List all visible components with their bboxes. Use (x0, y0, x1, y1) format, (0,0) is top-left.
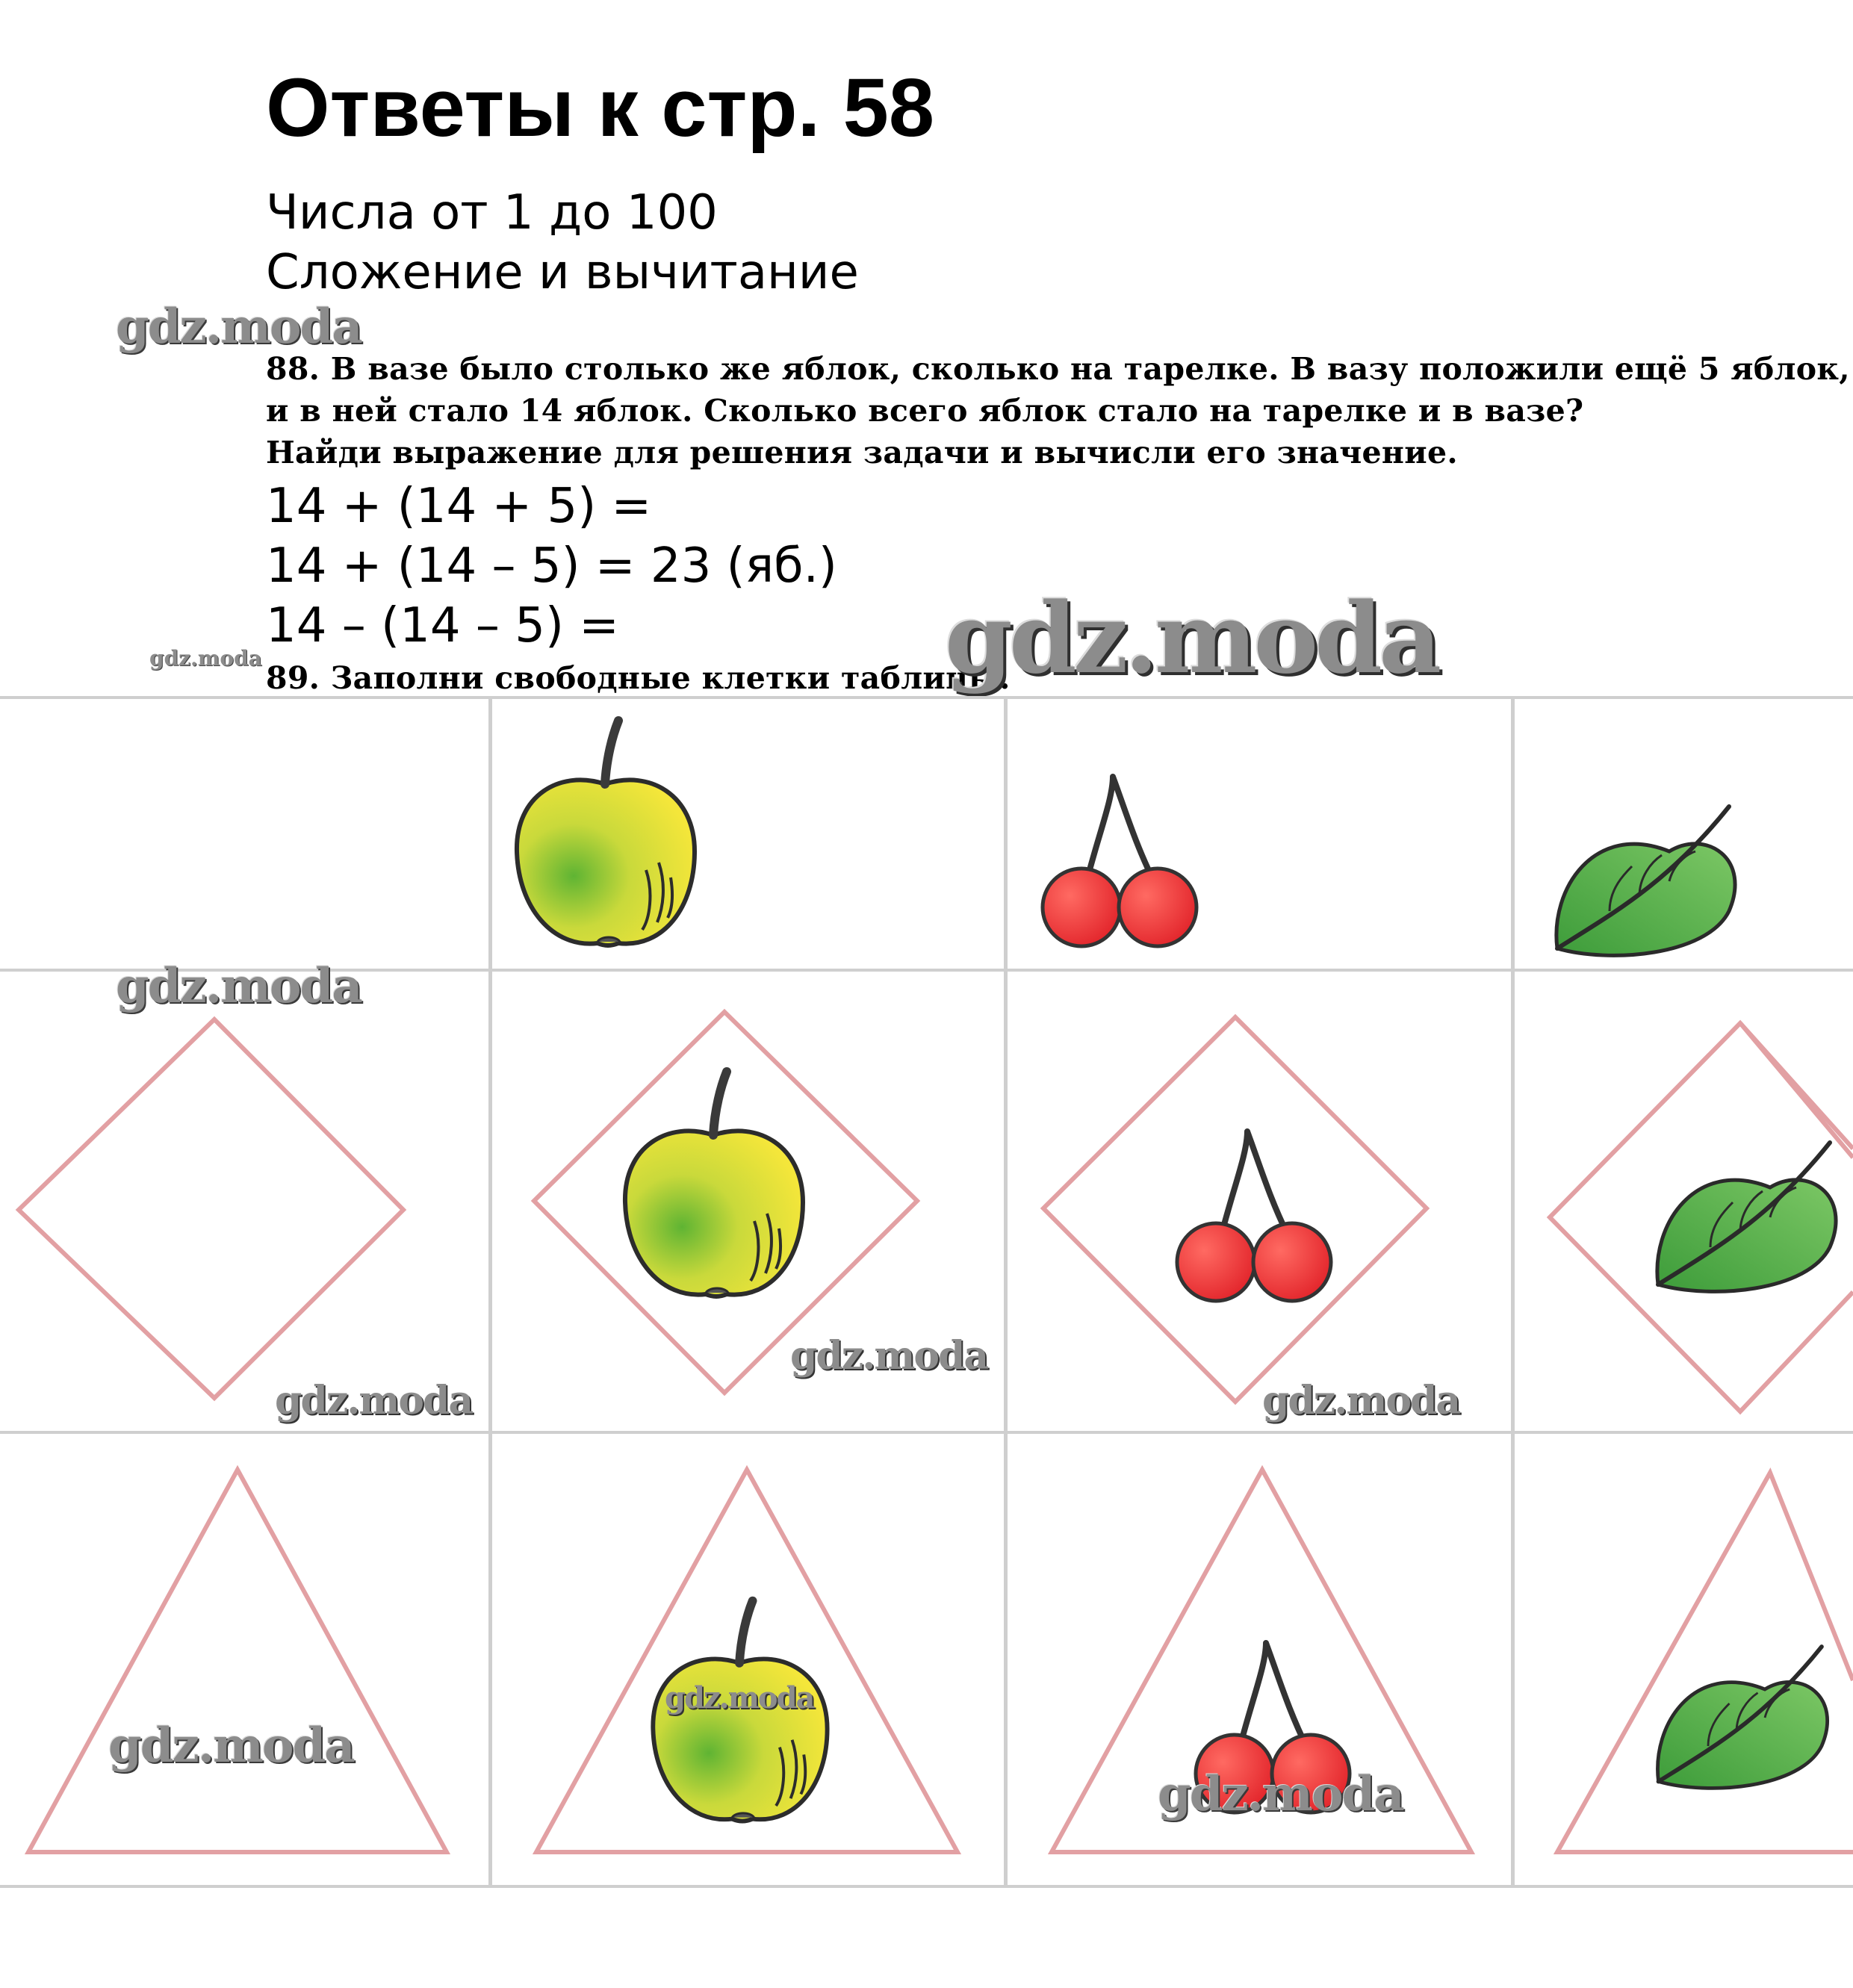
task-88-line-2: и в ней стало 14 яблок. Сколько всего яблок стало на тарелке и в вазе? (266, 393, 1584, 429)
expression-3: 14 – (14 – 5) = (266, 598, 619, 653)
apple-icon (508, 717, 702, 963)
watermark: gdz.moda (116, 958, 361, 1014)
apple-icon (625, 1072, 803, 1296)
watermark: gdz.moda (1158, 1766, 1403, 1822)
watermark: gdz.moda (790, 1333, 988, 1379)
triangle-row (0, 1434, 1853, 1886)
diamond-shape (1043, 1017, 1427, 1402)
cherry-icon (1177, 1131, 1331, 1301)
watermark: gdz.moda (149, 646, 262, 671)
diamond-shape (19, 1019, 403, 1398)
task-88-line-1: 88. В вазе было столько же яблок, сколько на тарелке. В вазу положили ещё 5 яблок, (266, 351, 1850, 387)
watermark: gdz.moda (108, 1718, 354, 1774)
cherry-icon (1031, 762, 1210, 956)
expression-2: 14 + (14 – 5) = 23 (яб.) (266, 538, 837, 594)
subtitle-numbers: Числа от 1 до 100 (266, 185, 718, 240)
watermark: gdz.moda (945, 581, 1438, 695)
task-88-line-3: Найди выражение для решения задачи и вычисли его значение. (266, 435, 1458, 470)
table-border-top (0, 696, 1853, 699)
expression-1: 14 + (14 + 5) = (266, 479, 652, 534)
subtitle-operations: Сложение и вычитание (266, 245, 859, 300)
leaf-icon (1539, 792, 1733, 963)
task-89-line-1: 89. Заполни свободные клетки таблицы. (266, 660, 1011, 696)
watermark: gdz.moda (116, 299, 361, 355)
watermark: gdz.moda (1262, 1378, 1460, 1423)
watermark: gdz.moda (275, 1378, 473, 1423)
leaf-icon (1657, 1647, 1827, 1788)
page-title: Ответы к стр. 58 (266, 62, 935, 154)
watermark: gdz.moda (665, 1680, 814, 1715)
triangle-shape (28, 1470, 447, 1852)
leaf-icon (1657, 1143, 1836, 1291)
